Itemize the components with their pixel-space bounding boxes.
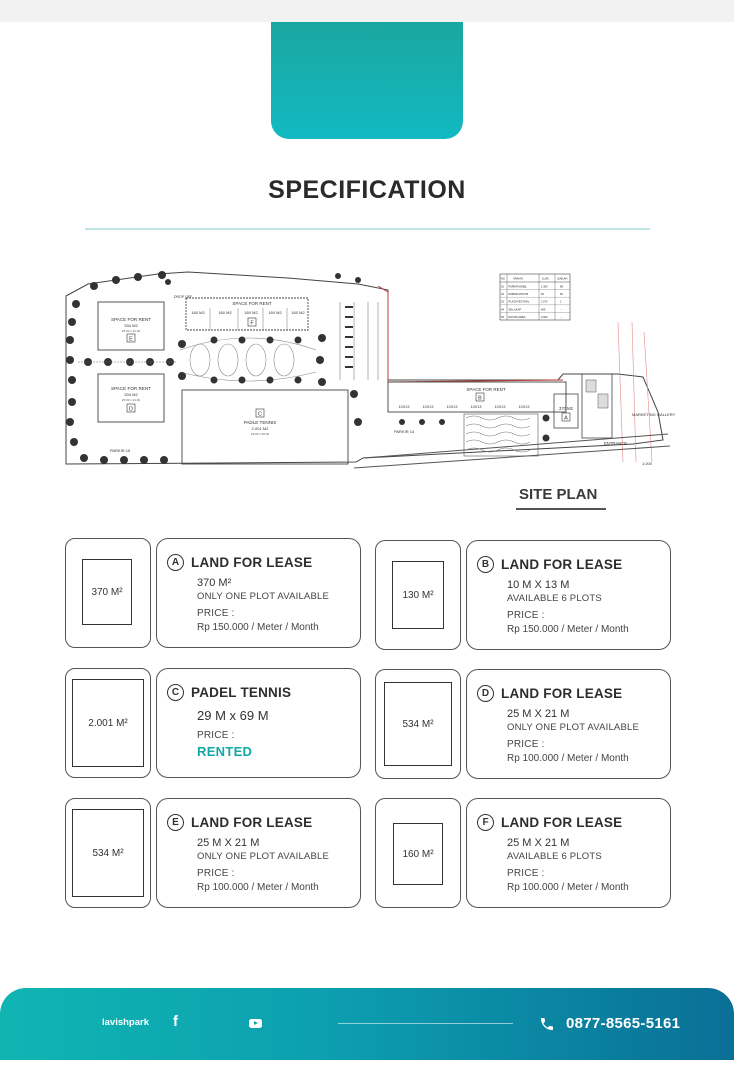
plot-area-label: 534 M²: [92, 847, 124, 859]
site-label-marketing: MARKETING GALLERY: [632, 412, 676, 417]
card-price-label: PRICE :: [197, 608, 235, 619]
site-label-entrance: ENTRANCE: [604, 441, 628, 446]
card-price: Rp 100.000 / Meter / Month: [507, 753, 629, 764]
legend-cell: 1.070: [541, 300, 548, 304]
page-title: SPECIFICATION: [268, 176, 466, 204]
site-letter-c: C: [258, 411, 262, 418]
plot-shape-d: [384, 682, 452, 766]
site-letter-e: E: [129, 336, 133, 343]
legend-cell: 660: [541, 308, 546, 312]
legend-cell: 01: [501, 285, 504, 289]
legend-cell: 1: [560, 300, 562, 304]
card-price-label: PRICE :: [197, 868, 235, 879]
card-f: [466, 798, 671, 908]
card-price: Rp 100.000 / Meter / Month: [507, 882, 629, 893]
letter-badge: E: [167, 814, 184, 831]
footer-divider: [338, 1023, 513, 1024]
legend-cell: 50: [560, 293, 563, 297]
site-b-plot: 10X13: [470, 405, 482, 409]
card-price: Rp 100.000 / Meter / Month: [197, 882, 319, 893]
card-availability: ONLY ONE PLOT AVAILABLE: [197, 591, 330, 602]
card-size: 29 M x 69 M: [197, 708, 269, 723]
site-plan-underline: [516, 508, 606, 510]
card-availability: AVAILABLE 6 PLOTS: [507, 851, 602, 862]
legend-cell: -: [560, 308, 561, 312]
site-f-plot: 160 M2: [291, 310, 305, 315]
legend-header: NO: [501, 277, 505, 281]
plot-area-label: 130 M²: [402, 589, 434, 601]
plot-thumb-f: [375, 798, 461, 908]
plot-shape-e: [72, 809, 144, 897]
legend-cell: 03: [501, 300, 504, 304]
site-label-padel-area: 2.001 M2: [251, 426, 269, 431]
card-size: 25 M X 21 M: [197, 837, 260, 849]
site-b-plot: 10X13: [518, 405, 530, 409]
plot-thumb-d: [375, 669, 461, 779]
site-label-rent-d-dim: 25.00 x 21.00: [121, 398, 141, 402]
plot-thumb-e: [65, 798, 151, 908]
site-label-rent-e-dim: 25.00 x 21.00: [121, 329, 141, 333]
card-title: LAND FOR LEASE: [191, 815, 313, 830]
site-label-area-a: 370 M2: [559, 406, 573, 411]
card-size: 10 M X 13 M: [507, 579, 570, 591]
letter-badge: D: [477, 685, 494, 702]
site-label-padel-dim: 29.00 x 69.00: [250, 432, 270, 436]
legend-cell: 88: [560, 285, 563, 289]
plot-thumb-a: [65, 538, 151, 648]
card-size: 370 M²: [197, 577, 232, 589]
legend-cell: 1.360: [541, 285, 548, 289]
phone-icon: [539, 1016, 555, 1032]
legend-header: JUMLAH: [557, 277, 568, 281]
site-b-plot: 10X13: [446, 405, 458, 409]
legend-cell: -: [560, 315, 561, 319]
site-label-rent-d-area: 534 M2: [124, 392, 138, 397]
card-c: [156, 668, 361, 778]
plot-shape-b: [392, 561, 444, 629]
site-f-plot: 160 M2: [244, 310, 258, 315]
letter-badge: C: [167, 684, 184, 701]
site-plan-drawing: [58, 262, 676, 474]
legend-cell: RAYANI AREA: [508, 315, 526, 319]
legend-cell: 60: [541, 293, 544, 297]
plot-area-label: 2.001 M²: [88, 717, 128, 729]
legend-cell: SEL.AKAP: [508, 308, 522, 312]
site-letter-d: D: [129, 406, 133, 413]
site-b-plot: 10X13: [494, 405, 506, 409]
card-e: [156, 798, 361, 908]
site-label-padel: PADLE TENNIS: [243, 420, 277, 425]
top-strip: [0, 0, 734, 22]
site-f-plot: 160 M2: [191, 310, 205, 315]
site-label-scale: 1:200: [642, 461, 653, 466]
legend-cell: 04: [501, 308, 504, 312]
card-title: LAND FOR LEASE: [501, 686, 623, 701]
site-plan-label: SITE PLAN: [519, 486, 598, 503]
plot-shape-f: [393, 823, 443, 885]
letter-badge: A: [167, 554, 184, 571]
site-label-rent-d: SPACE FOR RENT: [111, 386, 151, 391]
legend-cell: 02: [501, 293, 504, 297]
plot-area-label: 534 M²: [402, 718, 434, 730]
site-b-plot: 10X13: [422, 405, 434, 409]
site-letter-a: A: [564, 415, 568, 422]
card-d: [466, 669, 671, 779]
site-label-rent-e: SPACE FOR RENT: [111, 317, 151, 322]
legend-cell: PARKIR MOTOR: [508, 293, 529, 297]
card-price-label: PRICE :: [507, 610, 545, 621]
plot-area-label: 370 M²: [91, 586, 123, 598]
card-a: [156, 538, 361, 648]
site-label-drop-off: DROP OFF: [174, 295, 193, 299]
site-label-rent-e-area: 534 M2: [124, 323, 138, 328]
site-f-plot: 160 M2: [268, 310, 282, 315]
plot-thumb-b: [375, 540, 461, 650]
card-title: PADEL TENNIS: [191, 685, 292, 700]
letter-badge: B: [477, 556, 494, 573]
card-price-label: PRICE :: [507, 739, 545, 750]
site-b-plot: 10X13: [398, 405, 410, 409]
youtube-icon[interactable]: [249, 1019, 262, 1028]
card-price: Rp 150.000 / Meter / Month: [197, 622, 319, 633]
card-price-label: PRICE :: [507, 868, 545, 879]
title-divider: [85, 228, 650, 230]
plot-shape-c: [72, 679, 144, 767]
card-b: [466, 540, 671, 650]
legend-header: URAIAN: [513, 277, 523, 281]
phone-number[interactable]: 0877-8565-5161: [566, 1015, 681, 1032]
card-title: LAND FOR LEASE: [191, 555, 313, 570]
site-label-parkir-15: PARKIR 15: [110, 448, 131, 453]
card-title: LAND FOR LEASE: [501, 557, 623, 572]
card-size: 25 M X 21 M: [507, 837, 570, 849]
site-f-plot: 160 M2: [218, 310, 232, 315]
card-availability: ONLY ONE PLOT AVAILABLE: [507, 722, 640, 733]
header-accent-tab: [271, 22, 463, 139]
plot-thumb-c: [65, 668, 151, 778]
plot-shape-a: [82, 559, 132, 625]
plot-area-label: 160 M²: [402, 848, 434, 860]
card-size: 25 M X 21 M: [507, 708, 570, 720]
instagram-handle[interactable]: lavishpark: [102, 1017, 149, 1028]
card-price: Rp 150.000 / Meter / Month: [507, 624, 629, 635]
legend-cell: 2.000: [541, 315, 548, 319]
card-title: LAND FOR LEASE: [501, 815, 623, 830]
rented-status: RENTED: [197, 744, 253, 759]
site-label-rent-f: SPACE FOR RENT: [232, 301, 272, 306]
legend-cell: 05: [501, 315, 504, 319]
site-letter-f: F: [250, 320, 254, 327]
facebook-icon[interactable]: f: [173, 1013, 178, 1030]
site-label-parkir-14: PARKIR 14: [394, 429, 415, 434]
card-availability: ONLY ONE PLOT AVAILABLE: [197, 851, 330, 862]
card-price-label: PRICE :: [197, 730, 235, 741]
legend-header: LUAS: [542, 277, 549, 281]
site-label-rent-b: SPACE FOR RENT: [466, 387, 506, 392]
letter-badge: F: [477, 814, 494, 831]
site-letter-b: B: [478, 395, 482, 402]
legend-cell: PLAZA FESTIVAL: [508, 300, 530, 304]
legend-cell: PARKIR MOBIL: [508, 285, 527, 289]
card-availability: AVAILABLE 6 PLOTS: [507, 593, 602, 604]
